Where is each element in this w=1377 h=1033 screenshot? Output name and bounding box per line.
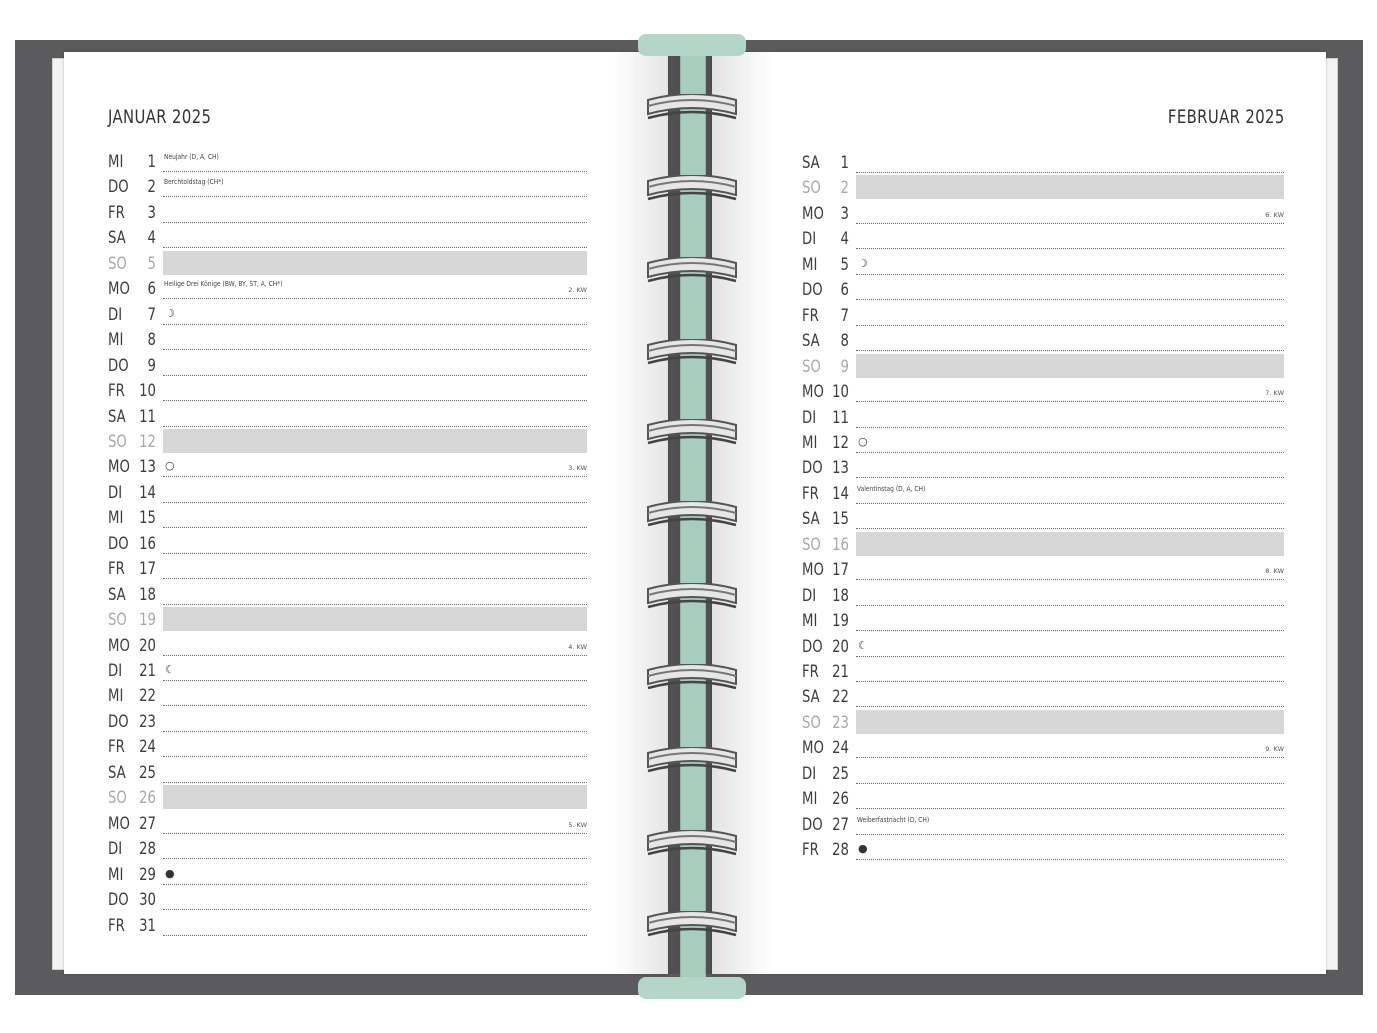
writing-line — [163, 426, 587, 427]
day-number: 16 — [832, 534, 849, 555]
weekday-label: DI — [108, 839, 123, 860]
day-number: 18 — [832, 585, 849, 606]
day-number: 8 — [840, 331, 849, 352]
day-number: 22 — [139, 686, 156, 707]
january-day-row[interactable] — [108, 507, 587, 532]
writing-line — [163, 298, 587, 299]
february-day-row[interactable] — [802, 661, 1284, 686]
weekday-label: FR — [802, 662, 819, 682]
february-day-row[interactable] — [802, 203, 1284, 228]
weekday-label: DI — [802, 585, 817, 606]
writing-line — [163, 375, 587, 376]
weekday-label: FR — [802, 840, 819, 861]
weekday-label: FR — [108, 559, 125, 580]
calendar-week-label: 3. KW — [568, 464, 587, 473]
spiral-ring — [646, 501, 738, 529]
february-day-row[interactable] — [802, 254, 1284, 279]
day-number: 8 — [147, 330, 156, 351]
weekday-label: SO — [108, 431, 127, 452]
sunday-shade — [856, 175, 1284, 199]
day-number: 10 — [139, 381, 156, 402]
holiday-note: Weiberfastnacht (D, CH) — [857, 815, 930, 824]
writing-line — [856, 706, 1284, 707]
holiday-note: Berchtoldstag (CH*) — [164, 178, 224, 187]
february-day-row[interactable] — [802, 381, 1284, 406]
weekday-label: SO — [802, 712, 821, 733]
day-number: 1 — [147, 152, 156, 172]
writing-line — [163, 833, 587, 834]
writing-line — [163, 553, 587, 554]
sunday-shade — [163, 251, 587, 275]
january-day-row[interactable] — [108, 736, 587, 761]
day-number: 17 — [832, 560, 849, 581]
calendar-week-label: 2. KW — [568, 286, 587, 295]
january-day-row[interactable] — [108, 609, 587, 634]
january-day-row[interactable] — [108, 660, 587, 685]
january-day-row[interactable] — [108, 685, 587, 710]
holiday-note: Neujahr (D, A, CH) — [164, 153, 219, 161]
spiral-ring — [646, 664, 738, 692]
weekday-label: MO — [108, 635, 130, 656]
day-number: 6 — [840, 280, 849, 301]
january-day-row[interactable] — [108, 176, 587, 201]
writing-line — [163, 909, 587, 910]
february-day-row[interactable] — [802, 407, 1284, 432]
day-number: 23 — [139, 711, 156, 732]
writing-line — [163, 476, 587, 477]
weekday-label: FR — [108, 381, 125, 402]
january-day-row[interactable] — [108, 864, 587, 889]
sunday-shade — [856, 354, 1284, 378]
spiral-ring — [646, 257, 738, 285]
writing-line — [163, 705, 587, 706]
day-number: 30 — [139, 890, 156, 911]
waning-moon-icon: ☾ — [165, 663, 175, 676]
calendar-week-label: 7. KW — [1265, 389, 1284, 398]
day-number: 16 — [139, 533, 156, 554]
day-number: 6 — [147, 279, 156, 300]
writing-line — [163, 196, 587, 197]
sunday-shade — [163, 429, 587, 453]
day-number: 25 — [832, 763, 849, 784]
day-number: 21 — [832, 662, 849, 682]
spiral-ring — [646, 583, 738, 611]
calendar-week-label: 4. KW — [568, 642, 587, 651]
weekday-label: DI — [802, 763, 817, 784]
day-number: 7 — [840, 305, 849, 326]
weekday-label: SA — [108, 406, 126, 427]
january-day-row[interactable] — [108, 635, 587, 660]
spiral-ring — [646, 339, 738, 367]
new-moon-icon: ● — [165, 866, 175, 880]
day-number: 11 — [832, 407, 849, 428]
day-number: 24 — [139, 737, 156, 758]
february-day-row[interactable] — [802, 686, 1284, 711]
spiral-ring — [646, 830, 738, 858]
day-number: 15 — [139, 508, 156, 529]
weekday-label: MI — [802, 432, 818, 453]
writing-line — [163, 247, 587, 248]
writing-line — [163, 782, 587, 783]
february-day-row[interactable] — [802, 305, 1284, 330]
january-day-row[interactable] — [108, 304, 587, 329]
day-number: 21 — [139, 661, 156, 681]
weekday-label: MO — [108, 457, 130, 478]
weekday-label: DI — [108, 482, 123, 503]
day-number: 20 — [139, 635, 156, 656]
weekday-label: DI — [108, 661, 123, 681]
writing-line — [163, 935, 587, 936]
weekday-label: DO — [108, 177, 129, 198]
february-day-row[interactable] — [802, 279, 1284, 304]
writing-line — [163, 527, 587, 528]
calendar-week-label: 6. KW — [1265, 210, 1284, 219]
february-day-row[interactable] — [802, 432, 1284, 457]
february-day-row[interactable] — [802, 534, 1284, 559]
writing-line — [856, 274, 1284, 275]
writing-line — [163, 884, 587, 885]
january-day-row[interactable] — [108, 329, 587, 354]
weekday-label: SA — [108, 228, 126, 249]
day-number: 27 — [832, 814, 849, 835]
writing-line — [856, 350, 1284, 351]
february-day-row[interactable] — [802, 457, 1284, 482]
waning-moon-icon: ☾ — [858, 638, 868, 652]
writing-line — [163, 655, 587, 656]
full-moon-icon: ○ — [165, 459, 175, 473]
february-title: FEBRUAR 2025 — [1168, 106, 1285, 128]
february-day-row[interactable] — [802, 559, 1284, 584]
binding-cap-bottom — [638, 977, 746, 999]
day-number: 7 — [147, 304, 156, 325]
january-day-row[interactable] — [108, 355, 587, 380]
weekday-label: FR — [108, 915, 125, 936]
january-day-row[interactable] — [108, 431, 587, 456]
weekday-label: SO — [108, 788, 127, 809]
day-number: 19 — [832, 611, 849, 632]
february-day-row[interactable] — [802, 356, 1284, 381]
writing-line — [163, 502, 587, 503]
waxing-moon-icon: ☽ — [858, 256, 868, 270]
february-day-row[interactable] — [802, 814, 1284, 839]
calendar-week-label: 8. KW — [1265, 567, 1284, 576]
day-number: 28 — [832, 840, 849, 861]
weekday-label: MO — [802, 203, 824, 224]
weekday-label: DI — [802, 407, 817, 428]
day-number: 22 — [832, 687, 849, 708]
day-number: 9 — [147, 355, 156, 376]
spiral-ring — [646, 911, 738, 939]
january-day-row[interactable] — [108, 278, 587, 303]
january-day-row[interactable] — [108, 253, 587, 278]
spiral-ring — [646, 94, 738, 122]
day-number: 23 — [832, 712, 849, 733]
writing-line — [163, 171, 587, 172]
day-number: 5 — [840, 254, 849, 275]
writing-line — [856, 248, 1284, 249]
weekday-label: MI — [108, 508, 124, 529]
day-number: 11 — [139, 406, 156, 427]
weekday-label: MI — [108, 686, 124, 707]
writing-line — [856, 808, 1284, 809]
day-number: 12 — [832, 432, 849, 453]
weekday-label: SA — [108, 762, 126, 783]
weekday-label: MO — [802, 738, 824, 759]
weekday-label: SA — [802, 331, 820, 352]
sunday-shade — [856, 710, 1284, 734]
day-number: 26 — [139, 788, 156, 809]
writing-line — [163, 578, 587, 579]
weekday-label: MO — [108, 279, 130, 300]
weekday-label: MI — [108, 152, 124, 172]
day-number: 1 — [840, 153, 849, 173]
writing-line — [856, 299, 1284, 300]
binding-cap-top — [638, 34, 746, 56]
february-day-row[interactable] — [802, 839, 1284, 864]
january-title: JANUAR 2025 — [108, 106, 212, 128]
writing-line — [856, 172, 1284, 173]
weekday-label: MI — [802, 789, 818, 810]
day-number: 27 — [139, 813, 156, 834]
day-number: 25 — [139, 762, 156, 783]
weekday-label: DO — [108, 533, 129, 554]
writing-line — [856, 427, 1284, 428]
january-day-row[interactable] — [108, 380, 587, 405]
february-day-row[interactable] — [802, 508, 1284, 533]
weekday-label: SO — [802, 356, 821, 377]
weekday-label: DO — [802, 280, 823, 301]
weekday-label: DO — [108, 711, 129, 732]
writing-line — [856, 579, 1284, 580]
weekday-label: MI — [108, 330, 124, 351]
day-number: 17 — [139, 559, 156, 580]
february-day-row[interactable] — [802, 228, 1284, 253]
february-day-row[interactable] — [802, 636, 1284, 661]
weekday-label: FR — [108, 202, 125, 223]
january-day-row[interactable] — [108, 584, 587, 609]
february-day-row[interactable] — [802, 152, 1284, 177]
waxing-moon-icon: ☽ — [165, 306, 175, 320]
january-day-row[interactable] — [108, 787, 587, 812]
day-number: 31 — [139, 915, 156, 936]
january-day-row[interactable] — [108, 202, 587, 227]
weekday-label: DO — [108, 355, 129, 376]
writing-line — [856, 681, 1284, 682]
writing-line — [856, 325, 1284, 326]
writing-line — [856, 477, 1284, 478]
writing-line — [856, 223, 1284, 224]
january-day-row[interactable] — [108, 151, 587, 176]
day-number: 13 — [139, 457, 156, 478]
day-number: 3 — [840, 203, 849, 224]
day-number: 15 — [832, 509, 849, 530]
holiday-note: Heilige Drei Könige (BW, BY, ST, A, CH*) — [164, 280, 283, 289]
january-day-row[interactable] — [108, 711, 587, 736]
writing-line — [163, 756, 587, 757]
day-number: 3 — [147, 202, 156, 223]
writing-line — [856, 859, 1284, 860]
day-number: 2 — [840, 178, 849, 199]
day-number: 29 — [139, 864, 156, 885]
february-day-row[interactable] — [802, 788, 1284, 813]
sunday-shade — [163, 607, 587, 631]
weekday-label: SA — [802, 687, 820, 708]
february-day-row[interactable] — [802, 585, 1284, 610]
writing-line — [163, 349, 587, 350]
january-day-row[interactable] — [108, 813, 587, 838]
day-number: 14 — [139, 482, 156, 503]
weekday-label: SO — [802, 178, 821, 199]
writing-line — [856, 630, 1284, 631]
february-day-row[interactable] — [802, 330, 1284, 355]
weekday-label: DO — [802, 458, 823, 479]
weekday-label: FR — [802, 483, 819, 504]
day-number: 19 — [139, 610, 156, 631]
january-day-row[interactable] — [108, 558, 587, 583]
january-day-row[interactable] — [108, 533, 587, 558]
weekday-label: MI — [108, 864, 124, 885]
writing-line — [856, 605, 1284, 606]
calendar-week-label: 9. KW — [1265, 745, 1284, 754]
january-day-row[interactable] — [108, 227, 587, 252]
january-day-row[interactable] — [108, 889, 587, 914]
writing-line — [856, 452, 1284, 453]
spiral-ring — [646, 747, 738, 775]
day-number: 14 — [832, 483, 849, 504]
writing-line — [163, 858, 587, 859]
february-day-row[interactable] — [802, 483, 1284, 508]
weekday-label: DI — [802, 229, 817, 250]
day-number: 13 — [832, 458, 849, 479]
writing-line — [856, 528, 1284, 529]
writing-line — [163, 604, 587, 605]
day-number: 4 — [840, 229, 849, 250]
day-number: 12 — [139, 431, 156, 452]
weekday-label: MI — [802, 254, 818, 275]
february-day-row[interactable] — [802, 763, 1284, 788]
january-day-row[interactable] — [108, 482, 587, 507]
january-day-row[interactable] — [108, 456, 587, 481]
writing-line — [856, 656, 1284, 657]
day-number: 10 — [832, 382, 849, 403]
day-number: 5 — [147, 253, 156, 274]
calendar-week-label: 5. KW — [568, 820, 587, 829]
weekday-label: FR — [802, 305, 819, 326]
february-day-row[interactable] — [802, 712, 1284, 737]
weekday-label: FR — [108, 737, 125, 758]
february-day-row[interactable] — [802, 737, 1284, 762]
writing-line — [163, 731, 587, 732]
weekday-label: SO — [108, 253, 127, 274]
january-day-row[interactable] — [108, 762, 587, 787]
february-day-row[interactable] — [802, 177, 1284, 202]
january-day-row[interactable] — [108, 406, 587, 431]
writing-line — [856, 401, 1284, 402]
full-moon-icon: ○ — [858, 434, 868, 448]
writing-line — [163, 222, 587, 223]
day-number: 2 — [147, 177, 156, 198]
day-number: 18 — [139, 584, 156, 605]
writing-line — [856, 834, 1284, 835]
weekday-label: SO — [108, 610, 127, 631]
sunday-shade — [163, 785, 587, 809]
weekday-label: SA — [802, 509, 820, 530]
january-day-row[interactable] — [108, 838, 587, 863]
holiday-note: Valentinstag (D, A, CH) — [857, 484, 926, 493]
weekday-label: SO — [802, 534, 821, 555]
january-day-row[interactable] — [108, 915, 587, 940]
spiral-ring — [646, 419, 738, 447]
weekday-label: MO — [802, 382, 824, 403]
day-number: 20 — [832, 636, 849, 657]
day-number: 9 — [840, 356, 849, 377]
spiral-binding — [638, 34, 746, 999]
day-number: 28 — [139, 839, 156, 860]
weekday-label: MI — [802, 611, 818, 632]
sunday-shade — [856, 532, 1284, 556]
new-moon-icon: ● — [858, 842, 868, 856]
writing-line — [856, 757, 1284, 758]
writing-line — [856, 783, 1284, 784]
weekday-label: DO — [108, 890, 129, 911]
spiral-ring — [646, 175, 738, 203]
writing-line — [163, 400, 587, 401]
weekday-label: SA — [108, 584, 126, 605]
weekday-label: DO — [802, 814, 823, 835]
weekday-label: DO — [802, 636, 823, 657]
weekday-label: DI — [108, 304, 123, 325]
day-number: 26 — [832, 789, 849, 810]
writing-line — [163, 324, 587, 325]
february-day-row[interactable] — [802, 610, 1284, 635]
day-number: 24 — [832, 738, 849, 759]
weekday-label: MO — [108, 813, 130, 834]
weekday-label: SA — [802, 153, 820, 173]
day-number: 4 — [147, 228, 156, 249]
writing-line — [856, 503, 1284, 504]
weekday-label: MO — [802, 560, 824, 581]
writing-line — [163, 680, 587, 681]
